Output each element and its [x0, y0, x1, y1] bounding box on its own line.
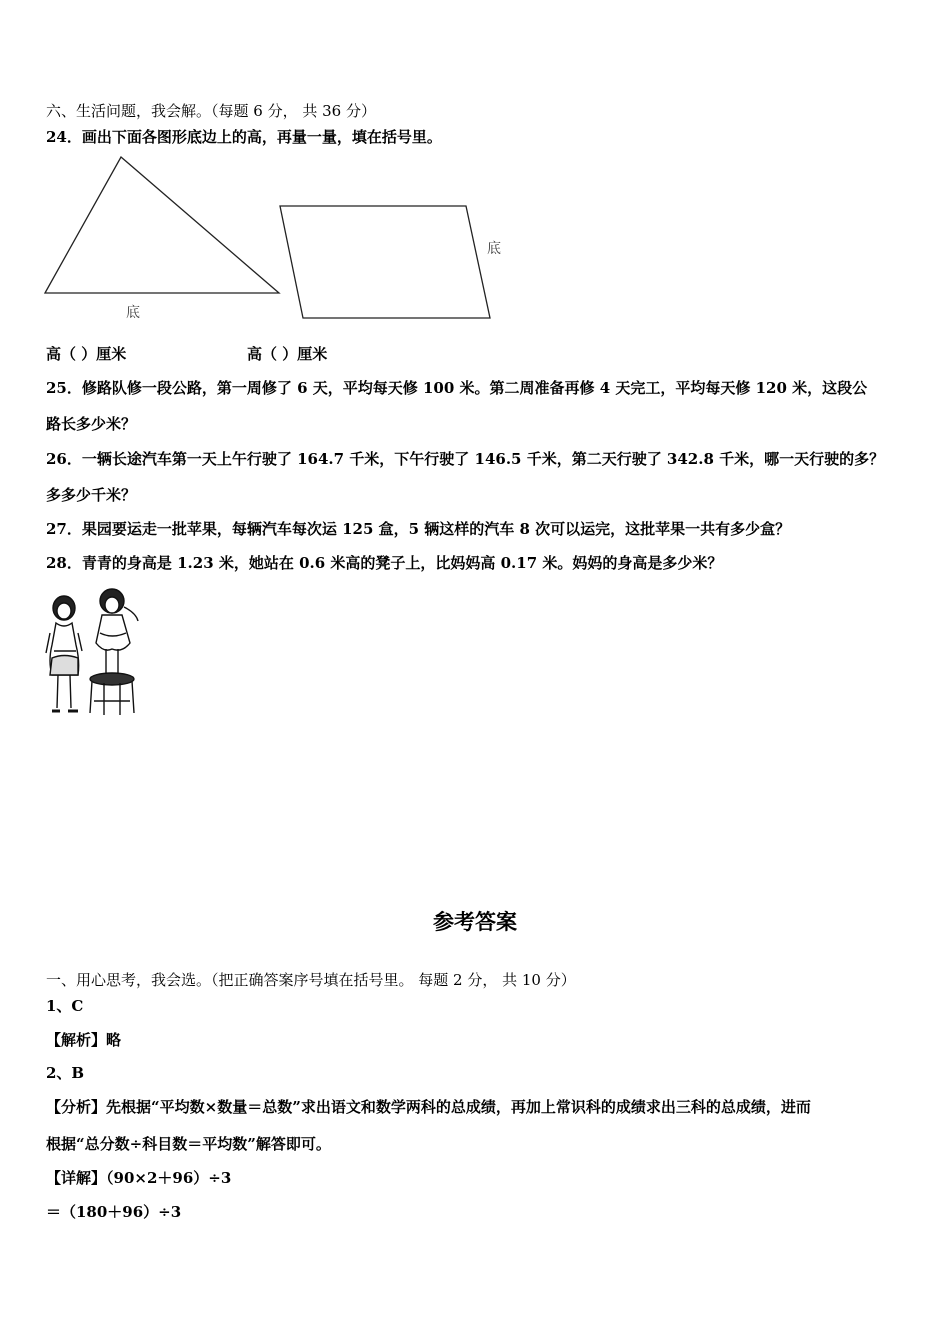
answer-section-title: 参考答案: [433, 910, 517, 934]
answer-2-analysis-line2: 根据“总分数÷科目数＝平均数”解答即可。: [46, 1135, 331, 1153]
parallelogram-base-label: 底: [487, 241, 501, 257]
answer-2: 2、B: [46, 1064, 85, 1082]
section-6-title: 六、生活问题，我会解。（每题 6 分， 共 36 分）: [46, 102, 376, 120]
answer-2-detail: 【详解】（90×2＋96）÷3: [46, 1169, 232, 1187]
answer-height-right: 高（ ）厘米: [247, 345, 328, 363]
answer-1: 1、C: [46, 997, 84, 1015]
parallelogram-figure: [274, 200, 499, 325]
answer-2-step: ＝（180＋96）÷3: [46, 1203, 182, 1221]
question-26-line1: 26．一辆长途汽车第一天上午行驶了 164.7 千米，下午行驶了 146.5 千米，第二天行驶了 342.8 千米，哪一天行驶的多？: [46, 450, 885, 468]
question-25-line2: 路长多少米？: [46, 415, 137, 433]
triangle-figure: [40, 150, 290, 300]
answer-height-left: 高（ ）厘米: [46, 345, 127, 363]
section-1-title: 一、用心思考，我会选。（把正确答案序号填在括号里。 每题 2 分， 共 10 分）: [46, 971, 576, 989]
mother-and-girl-illustration: [42, 583, 147, 723]
question-28: 28．青青的身高是 1.23 米，她站在 0.6 米高的凳子上，比妈妈高 0.17 米。妈妈的身高是多少米？: [46, 554, 723, 572]
triangle-base-label: 底: [126, 305, 140, 321]
question-24: 24．画出下面各图形底边上的高，再量一量，填在括号里。: [46, 128, 442, 146]
answer-2-analysis-line1: 【分析】先根据“平均数×数量＝总数”求出语文和数学两科的总成绩，再加上常识科的成绩求出三科的总成绩，进而: [46, 1098, 811, 1116]
answer-1-analysis: 【解析】略: [46, 1031, 122, 1049]
question-26-line2: 多多少千米？: [46, 486, 137, 504]
question-27: 27．果园要运走一批苹果，每辆汽车每次运 125 盒，5 辆这样的汽车 8 次可以运完，这批苹果一共有多少盒？: [46, 520, 791, 538]
question-25-line1: 25．修路队修一段公路，第一周修了 6 天，平均每天修 100 米。第二周准备再修 4 天完工，平均每天修 120 米，这段公: [46, 379, 868, 397]
